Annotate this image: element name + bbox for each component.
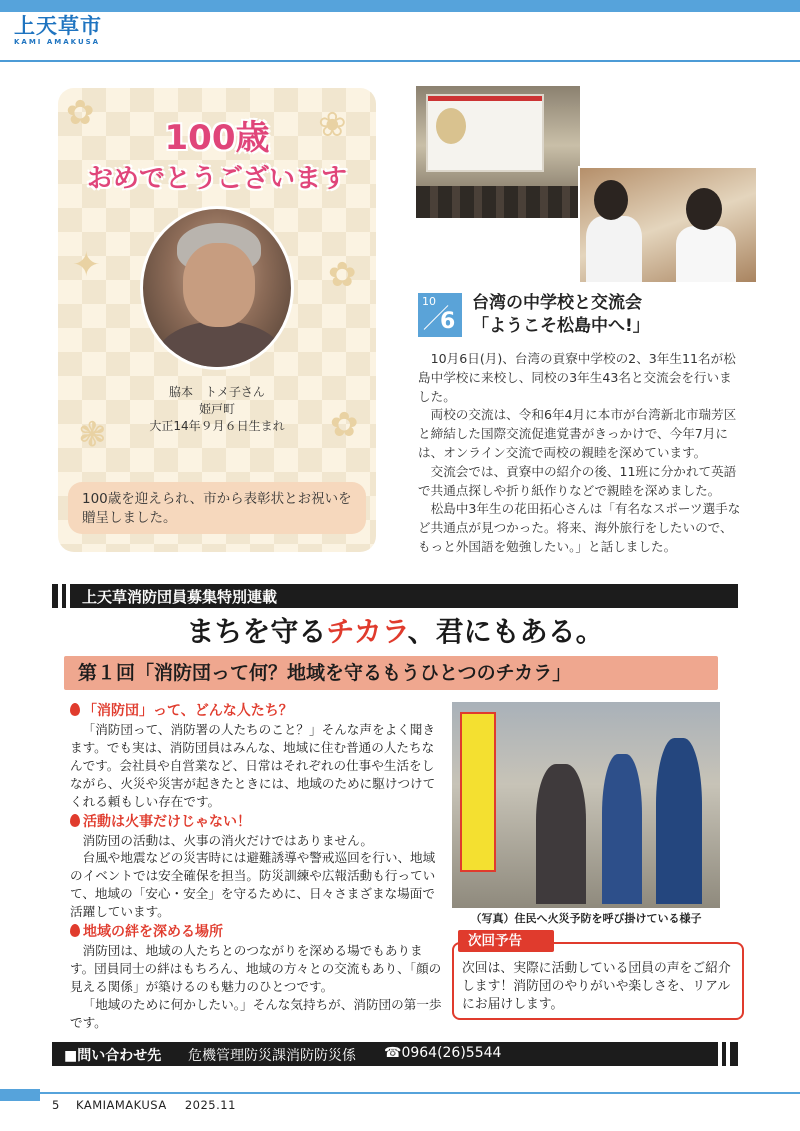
crane-icon: ✦ — [72, 245, 101, 285]
presentation-photo — [416, 86, 580, 218]
page-number: 5 — [52, 1098, 60, 1112]
header-divider — [0, 60, 800, 62]
flower-icon: ✿ — [328, 255, 357, 295]
footer — [52, 1098, 236, 1112]
section-text: 消防団の活動は、火事の消火だけではありません。 — [82, 832, 374, 848]
birthday-title-line2: おめでとうございます — [86, 164, 347, 194]
flame-icon — [70, 814, 80, 827]
contact-phone: ☎0964(26)5544 — [384, 1045, 502, 1061]
contact-bar — [52, 1042, 738, 1066]
top-color-bar — [0, 0, 800, 12]
centenarian-caption — [58, 384, 376, 435]
series-band-title: 上天草消防団員募集特別連載 — [82, 588, 278, 606]
date-month: 10 — [422, 295, 436, 308]
birthday-note: 100歳を迎えられ、市から表彰状とお祝いを贈呈しました。 — [68, 482, 366, 534]
next-issue-label: 次回予告 — [458, 930, 554, 952]
taiwan-paragraph: 交流会では、貢寮中の紹介の後、11班に分かれて英語で共通点探しや折り紙作りなどで親睦を深めました。 — [418, 463, 737, 498]
taiwan-paragraph: 松島中3年生の花田拓心さんは「有名なスポーツ選手など共通点が見つかった。将来、海外旅行をしたいので、もっと外国語を勉強したい。」と話しました。 — [418, 501, 741, 554]
plum-flower-icon: ✿ — [330, 405, 359, 445]
plum-blossom-icon: ✿ — [66, 93, 95, 133]
centenarian-birthdate: 大正14年９月６日生まれ — [149, 419, 285, 433]
episode-title: 第１回「消防団って何？地域を守るもうひとつのチカラ」 — [64, 656, 718, 690]
centenarian-card — [58, 88, 376, 552]
series-band — [52, 584, 738, 608]
flame-icon — [70, 924, 80, 937]
section-text: 「地域のために何かしたい。」そんな気持ちが、消防団の第一歩です。 — [70, 996, 442, 1030]
taiwan-article-body — [418, 350, 744, 557]
headline-highlight: チカラ — [326, 615, 408, 648]
next-issue-text: 次回は、実際に活動している団員の声をご紹介します！消防団のやりがいや楽しさを、リアルにお届けします。 — [462, 961, 731, 1012]
fire-headline — [52, 612, 738, 652]
magazine-name: KAMIAMAKUSA — [75, 1098, 167, 1112]
birthday-title-line1: 100歳 — [164, 118, 270, 158]
footer-color-bar — [0, 1089, 40, 1101]
taiwan-article-title — [472, 292, 772, 338]
date-badge — [418, 293, 462, 337]
logo-text-en: KAMI AMAKUSA — [14, 38, 101, 46]
headline-part: 、君にもある。 — [407, 615, 604, 648]
students-photo — [578, 166, 758, 284]
fire-article-body — [70, 700, 442, 1032]
section-text: 台風や地震などの災害時には避難誘導や警戒巡回を行い、地域のイベントでは安全確保を担当。防災訓練や広報活動も行っていて、地域の「安心・安全」を守るために、日々さまざまな場面で活躍しています。 — [70, 850, 436, 920]
section-heading: 「消防団」って、どんな人たち？ — [70, 702, 442, 721]
pine-icon: ❃ — [78, 415, 107, 455]
centenarian-portrait — [140, 206, 294, 370]
headline-part: まちを守る — [186, 615, 327, 648]
centenarian-town: 姫戸町 — [198, 402, 235, 416]
footer-divider — [40, 1092, 800, 1094]
contact-label: ■問い合わせ先 — [64, 1048, 162, 1064]
date-day: 6 — [440, 309, 456, 334]
section-heading: 活動は火事だけじゃない！ — [70, 813, 442, 832]
contact-department: 危機管理防災課消防防災係 — [188, 1048, 356, 1064]
taiwan-title-line1: 台湾の中学校と交流会 — [472, 293, 642, 313]
taiwan-paragraph: 10月6日(月)、台湾の貢寮中学校の2、3年生11名が松島中学校に来校し、同校の3年生43名と交流会を行いました。 — [418, 351, 736, 404]
photo-caption: （写真）住民へ火災予防を呼び掛けている様子 — [470, 912, 702, 925]
city-logo — [14, 14, 124, 48]
section-heading: 地域の絆を深める場所 — [70, 923, 442, 942]
logo-text-jp: 上天草市 — [14, 14, 102, 38]
section-text: 「消防団って、消防署の人たちのこと？」そんな声をよく聞きます。でも実は、消防団員はみんな、地域に住む普通の人たちなんです。会社員や自営業など、日常はそれぞれの仕事や生活をしながら、火災や災害が起きたときには、地域のために駆けつけてくれる頼もしい存在です。 — [70, 722, 436, 809]
fire-prevention-photo — [452, 702, 720, 908]
taiwan-paragraph: 両校の交流は、令和6年4月に本市が台湾新北市瑞芳区と締結した国際交流促進覚書がきっかけで、今年7月には、オンライン交流で両校の親睦を深めています。 — [418, 407, 737, 460]
issue-date: 2025.11 — [184, 1098, 236, 1112]
centenarian-name: 脇本 トメ子さん — [169, 385, 265, 399]
flame-icon — [70, 703, 80, 716]
taiwan-title-line2: 「ようこそ松島中へ!」 — [472, 316, 650, 336]
fan-icon: ❀ — [318, 105, 347, 145]
section-text: 消防団は、地域の人たちとのつながりを深める場でもあります。団員同士の絆はもちろん、地域の方々との交流もあり、「顔の見える関係」が築けるのも魅力のひとつです。 — [70, 943, 442, 994]
